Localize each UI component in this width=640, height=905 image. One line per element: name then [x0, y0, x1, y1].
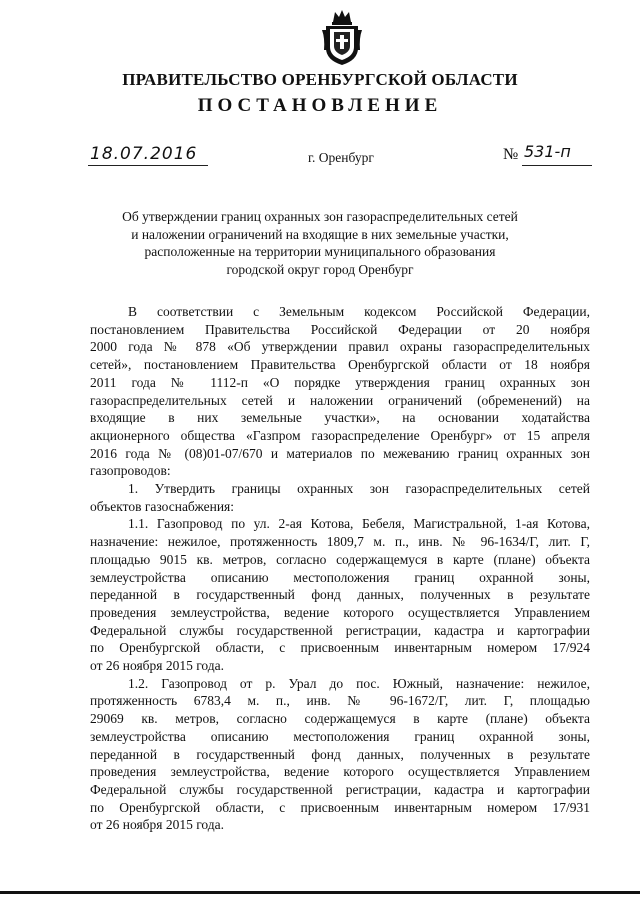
body-line: 1.2. Газопровод от р. Урал до пос. Южный, назначение: нежилое, — [128, 675, 590, 691]
body-line: газораспределительных сетей и наложении ограничений (обременений) на — [90, 392, 590, 408]
page-bottom-rule — [0, 891, 640, 894]
body-line: акционерного общества «Газпром газораспределение Оренбург» от 15 апреля — [90, 427, 590, 443]
document-body — [90, 303, 590, 834]
body-line: от 26 ноября 2015 года. — [90, 658, 225, 674]
body-line: назначение: нежилое, протяженность 1809,7 м. п., инв. № 96-1634/Г, лит. Г, — [90, 534, 590, 550]
body-line: 1. Утвердить границы охранных зон газораспределительных сетей — [128, 481, 590, 497]
body-line: 2016 года № (08)01-07/670 и материалов по межеванию границ охранных зон — [90, 445, 590, 461]
title-line: и наложении ограничений на входящие в них земельные участки, — [131, 226, 509, 242]
body-line: В соответствии с Земельным кодексом Российской Федерации, — [128, 304, 590, 319]
body-line: 2011 года № 1112-п «О порядке утверждения границ охранных зон — [90, 374, 590, 390]
body-line: сетей», постановлением Правительства Оренбургской области от 18 ноября — [90, 357, 590, 373]
title-line: расположенные на территории муниципального образования — [144, 244, 496, 260]
body-line: площадью 9015 кв. метров, согласно содержащемуся в карте (плане) объекта — [90, 551, 590, 567]
body-line: 2000 года № 878 «Об утверждении правил охраны газораспределительных — [90, 339, 590, 355]
body-line: по Оренбургской области, с присвоенным инвентарным номером 17/924 — [90, 640, 590, 656]
number-underline — [522, 165, 592, 166]
number-label: № — [503, 146, 519, 163]
date-underline — [88, 165, 208, 166]
document-title — [0, 208, 640, 279]
body-line: переданной в государственный фонд данных, полученных в результате — [90, 746, 590, 762]
body-line: переданной в государственный фонд данных, полученных в результате — [90, 587, 590, 603]
document-date: 18.07.2016 — [90, 144, 198, 164]
body-line: землеустройства описанию местоположения границ охранной зоны, — [90, 728, 590, 744]
document-type: ПОСТАНОВЛЕНИЕ — [197, 95, 443, 116]
body-line: объектов газоснабжения: — [90, 498, 235, 514]
title-line: городской округ город Оренбург — [226, 262, 414, 278]
title-line: Об утверждении границ охранных зон газораспределительных сетей — [122, 209, 518, 224]
organization-name: ПРАВИТЕЛЬСТВО ОРЕНБУРГСКОЙ ОБЛАСТИ — [122, 70, 518, 89]
body-line: 29069 кв. метров, согласно содержащемуся в карте (плане) объекта — [90, 711, 590, 727]
coat-of-arms-icon — [322, 8, 362, 66]
body-line: постановлением Правительства Российской Федерации от 20 ноября — [90, 321, 590, 337]
body-line: проведения землеустройства, ведение которого осуществляется Управлением — [90, 604, 590, 620]
body-line: проведения землеустройства, ведение которого осуществляется Управлением — [90, 764, 590, 780]
body-line: Федеральной службы государственной регистрации, кадастра и картографии — [90, 781, 590, 797]
body-line: по Оренбургской области, с присвоенным инвентарным номером 17/931 — [90, 799, 590, 815]
body-line: газопроводов: — [90, 463, 171, 479]
document-number: 531-п — [524, 142, 571, 161]
body-line: входящие в них земельные участки», на основании ходатайства — [90, 410, 590, 426]
document-city: г. Оренбург — [308, 150, 374, 165]
body-line: Федеральной службы государственной регистрации, кадастра и картографии — [90, 622, 590, 638]
body-line: 1.1. Газопровод по ул. 2-ая Котова, Бебеля, Магистральной, 1-ая Котова, — [128, 516, 590, 532]
body-line: землеустройства описанию местоположения границ охранной зоны, — [90, 569, 590, 585]
body-line: от 26 ноября 2015 года. — [90, 817, 225, 833]
body-line: протяженность 6783,4 м. п., инв. № 96-1672/Г, лит. Г, площадью — [90, 693, 590, 709]
